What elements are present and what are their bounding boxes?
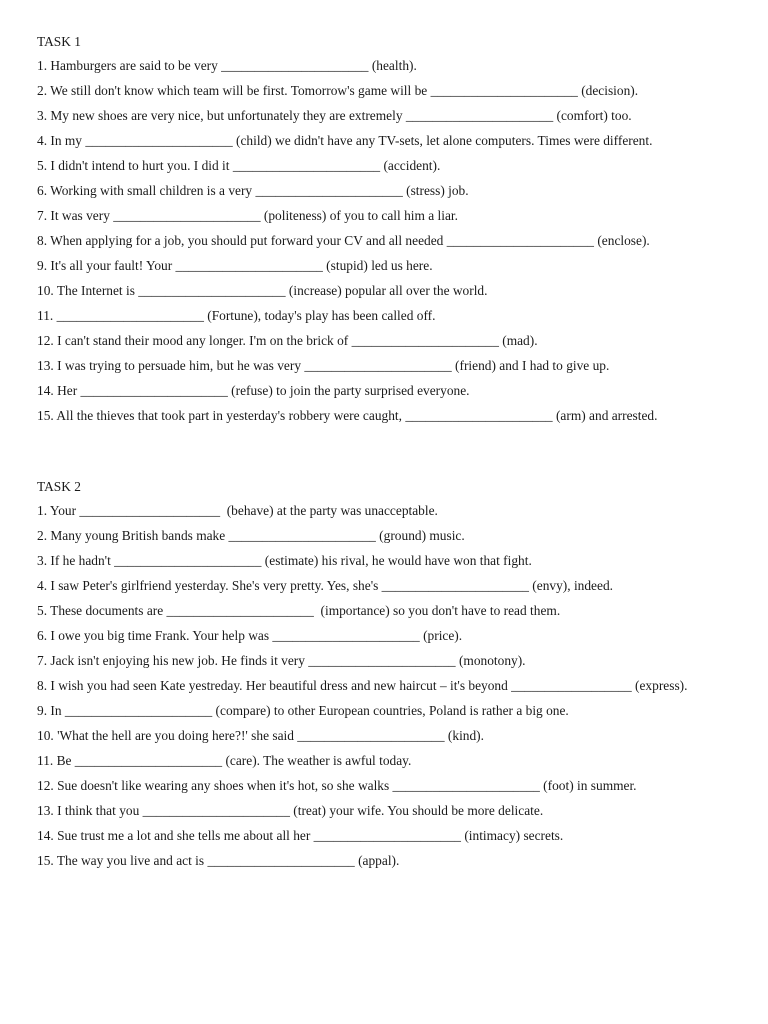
task2-item-13: 13. I think that you ______________________ (treat) your wife. You should be more delicate.: [37, 803, 544, 818]
task1-item-10: 10. The Internet is ______________________ (increase) popular all over the world.: [37, 283, 488, 298]
task2-title: TASK 2: [37, 479, 81, 494]
task1-item-13: 13. I was trying to persuade him, but he was very ______________________ (friend) and I had to give up.: [37, 358, 610, 373]
task2-section: [37, 478, 737, 869]
worksheet-page: [37, 33, 737, 877]
task2-item-3: 3. If he hadn't ______________________ (estimate) his rival, he would have won that fight.: [37, 553, 532, 568]
task2-item-14: 14. Sue trust me a lot and she tells me about all her ______________________ (intimacy) secrets.: [37, 828, 564, 843]
task2-item-7: 7. Jack isn't enjoying his new job. He finds it very ______________________ (monotony).: [37, 653, 526, 668]
task2-item-10: 10. 'What the hell are you doing here?!' she said ______________________ (kind).: [37, 728, 484, 743]
task1-item-9: 9. It's all your fault! Your ______________________ (stupid) led us here.: [37, 258, 433, 273]
task2-item-4: 4. I saw Peter's girlfriend yesterday. She's very pretty. Yes, she's ______________________ (envy), indeed.: [37, 578, 613, 593]
task2-item-9: 9. In ______________________ (compare) to other European countries, Poland is rather a big one.: [37, 703, 569, 718]
task2-item-12: 12. Sue doesn't like wearing any shoes when it's hot, so she walks ______________________ (foot) in summer.: [37, 778, 637, 793]
task1-item-6: 6. Working with small children is a very ______________________ (stress) job.: [37, 183, 469, 198]
task1-item-14: 14. Her ______________________ (refuse) to join the party surprised everyone.: [37, 383, 470, 398]
task1-item-4: 4. In my ______________________ (child) we didn't have any TV-sets, let alone computers. Times were different.: [37, 133, 653, 148]
task1-item-5: 5. I didn't intend to hurt you. I did it ______________________ (accident).: [37, 158, 441, 173]
task1-item-2: 2. We still don't know which team will be first. Tomorrow's game will be ______________________ (decision).: [37, 83, 639, 98]
task1-item-3: 3. My new shoes are very nice, but unfortunately they are extremely ______________________ (comfort) too.: [37, 108, 632, 123]
task1-item-7: 7. It was very ______________________ (politeness) of you to call him a liar.: [37, 208, 458, 223]
task1-item-1: 1. Hamburgers are said to be very ______________________ (health).: [37, 58, 417, 73]
task2-item-5: 5. These documents are ______________________ (importance) so you don't have to read them.: [37, 603, 561, 618]
task2-item-1: 1. Your _____________________ (behave) at the party was unacceptable.: [37, 503, 438, 518]
task2-item-11: 11. Be ______________________ (care). The weather is awful today.: [37, 753, 412, 768]
task2-item-2: 2. Many young British bands make ______________________ (ground) music.: [37, 528, 465, 543]
task1-section: [37, 33, 737, 424]
task1-item-15: 15. All the thieves that took part in yesterday's robbery were caught, ______________________ (arm) and arrested.: [37, 408, 658, 423]
task2-item-15: 15. The way you live and act is ______________________ (appal).: [37, 853, 400, 868]
task1-item-8: 8. When applying for a job, you should put forward your CV and all needed ______________________ (enclose).: [37, 233, 650, 248]
task1-title: TASK 1: [37, 34, 81, 49]
task1-item-11: 11. ______________________ (Fortune), today's play has been called off.: [37, 308, 436, 323]
task2-item-8: 8. I wish you had seen Kate yestreday. Her beautiful dress and new haircut – it's beyond __________________ (express).: [37, 678, 688, 693]
task1-item-12: 12. I can't stand their mood any longer. I'm on the brick of ______________________ (mad).: [37, 333, 538, 348]
task2-item-6: 6. I owe you big time Frank. Your help was ______________________ (price).: [37, 628, 463, 643]
